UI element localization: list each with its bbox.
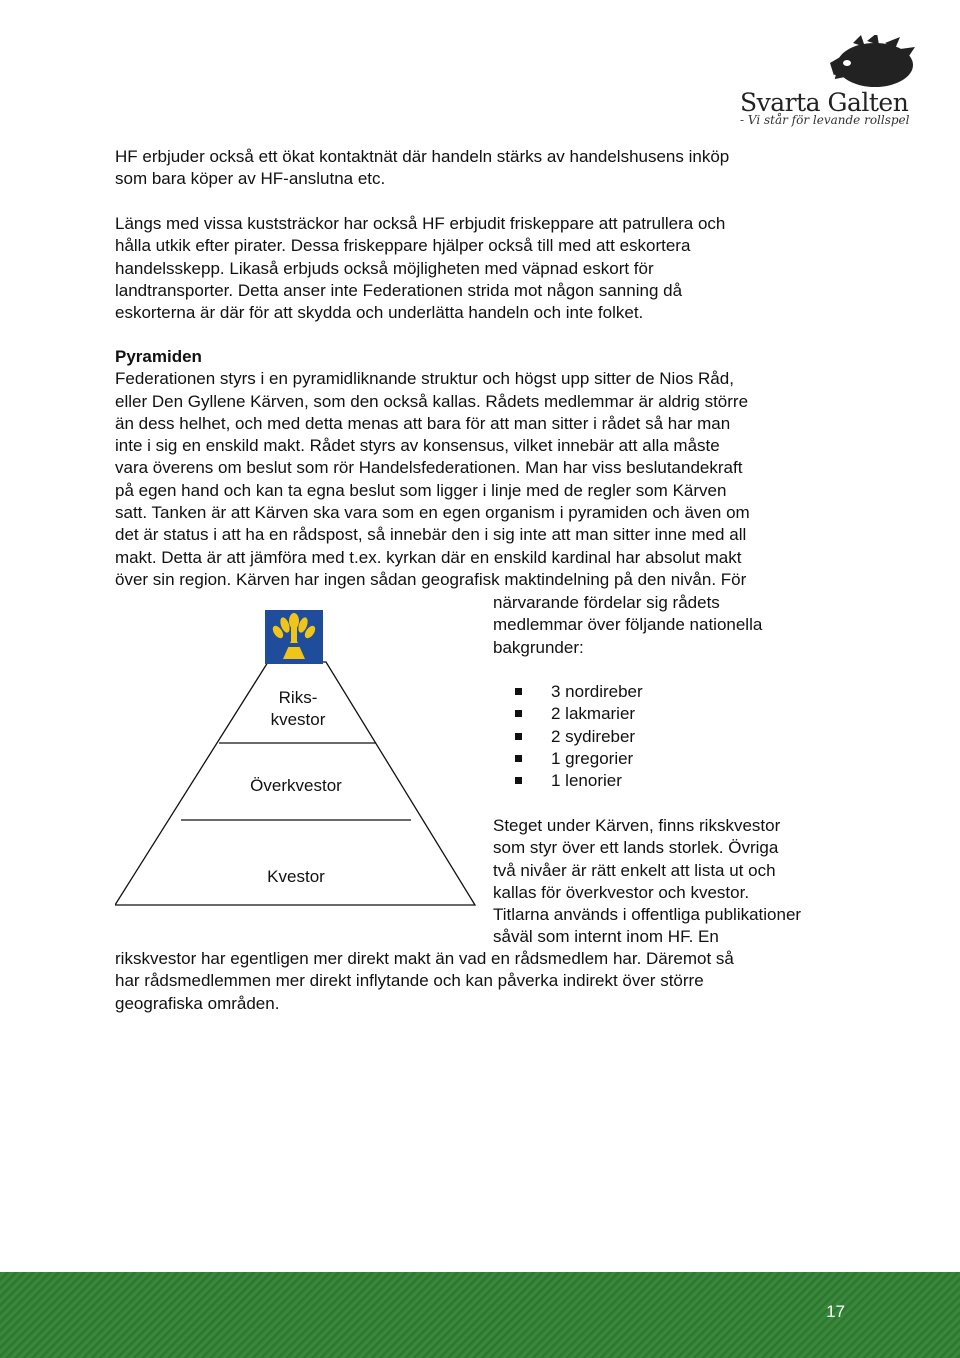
list-item: 3 nordireber xyxy=(510,681,643,703)
logo xyxy=(740,88,915,127)
paragraph-rikskvestor-power xyxy=(115,948,850,1015)
text-line: makt. Detta är att jämföra med t.ex. kyrkan där en enskild kardinal har absolut makt xyxy=(115,547,742,567)
text-line: såväl som internt inom HF. En xyxy=(493,927,719,947)
text-line: eller Den Gyllene Kärven, som den också kallas. Rådets medlemmar är aldrig större xyxy=(115,391,749,411)
list-item: 1 gregorier xyxy=(510,748,643,770)
list-item: 1 lenorier xyxy=(510,770,643,792)
paragraph-privateers xyxy=(115,213,850,324)
paragraph-trade-network xyxy=(115,146,850,191)
level-overkvestor: Överkvestor xyxy=(250,776,342,795)
text-line: närvarande fördelar sig rådets xyxy=(493,593,720,612)
text-line: handelsskepp. Likaså erbjuds också möjligheten med väpnad eskort för xyxy=(115,258,654,278)
text-line: eskorterna är där för att skydda och underlätta handeln och inte folket. xyxy=(115,303,644,323)
text-line: än dess helhet, och med detta menas att bara för att man sitter i rådet så har man xyxy=(115,413,731,433)
text-line: Längs med vissa kuststräckor har också HF erbjudit friskeppare att patrullera och xyxy=(115,214,726,233)
wheat-sheaf-icon xyxy=(265,610,323,664)
text-line: geografiska områden. xyxy=(115,993,280,1013)
text-line: satt. Tanken är att Kärven ska vara som en egen organism i pyramiden och även om xyxy=(115,503,750,523)
text-line: det är status i att ha en rådspost, så innebär den i sig inte att man sitter inne med all xyxy=(115,525,747,545)
text-line: har rådsmedlemmen mer direkt inflytande och kan påverka indirekt över större xyxy=(115,971,704,991)
text-line: som bara köper av HF-anslutna etc. xyxy=(115,169,386,189)
text-line: som styr över ett lands storlek. Övriga xyxy=(493,838,779,858)
section-heading: Pyramiden xyxy=(115,347,202,366)
text-line: hålla utkik efter pirater. Dessa friskeppare hjälper också till med att eskortera xyxy=(115,236,691,256)
text-line: rikskvestor har egentligen mer direkt makt än vad en rådsmedlem har. Däremot så xyxy=(115,949,734,968)
list-item: 2 sydireber xyxy=(510,726,643,748)
footer-band xyxy=(0,1272,960,1358)
level-kvestor: Kvestor xyxy=(267,867,325,886)
list-item: 2 lakmarier xyxy=(510,703,643,725)
section-pyramiden xyxy=(115,346,850,591)
text-line: inte i sig en enskild makt. Rådet styrs av konsensus, vilket innebär att alla måste xyxy=(115,436,720,456)
text-line: landtransporter. Detta anser inte Federationen strida mot någon sanning då xyxy=(115,280,683,300)
logo-subtitle: - Vi står för levande rollspel xyxy=(740,113,910,127)
level-rikskvestor-line1: Riks- xyxy=(278,688,318,707)
text-line: HF erbjuder också ett ökat kontaktnät där handeln stärks av handelshusens inköp xyxy=(115,147,730,166)
logo-title: Svarta Galten xyxy=(740,88,909,117)
pyramid-diagram xyxy=(115,605,490,910)
text-line: vara överens om beslut som rör Handelsfederationen. Man har viss beslutandekraft xyxy=(115,458,743,478)
council-members-list xyxy=(510,681,643,792)
level-rikskvestor-line2: kvestor xyxy=(270,710,326,729)
page-number: 17 xyxy=(826,1302,845,1321)
paragraph-council-backgrounds xyxy=(493,592,853,659)
text-line: Titlarna används i offentliga publikationer xyxy=(493,905,802,925)
text-line: två nivåer är rätt enkelt att lista ut och xyxy=(493,860,776,880)
text-line: Federationen styrs i en pyramidliknande struktur och högst upp sitter de Nios Råd, xyxy=(115,369,734,389)
boar-head-icon xyxy=(735,35,920,95)
text-line: medlemmar över följande nationella xyxy=(493,615,763,635)
text-line: över sin region. Kärven har ingen sådan geografisk maktindelning på den nivån. För xyxy=(115,569,747,589)
text-line: bakgrunder: xyxy=(493,637,584,657)
paragraph-kvestor xyxy=(493,815,853,949)
text-line: på egen hand och kan ta egna beslut som ligger i linje med de regler som Kärven xyxy=(115,480,727,500)
text-line: kallas för överkvestor och kvestor. xyxy=(493,882,750,902)
text-line: Steget under Kärven, finns rikskvestor xyxy=(493,816,781,835)
